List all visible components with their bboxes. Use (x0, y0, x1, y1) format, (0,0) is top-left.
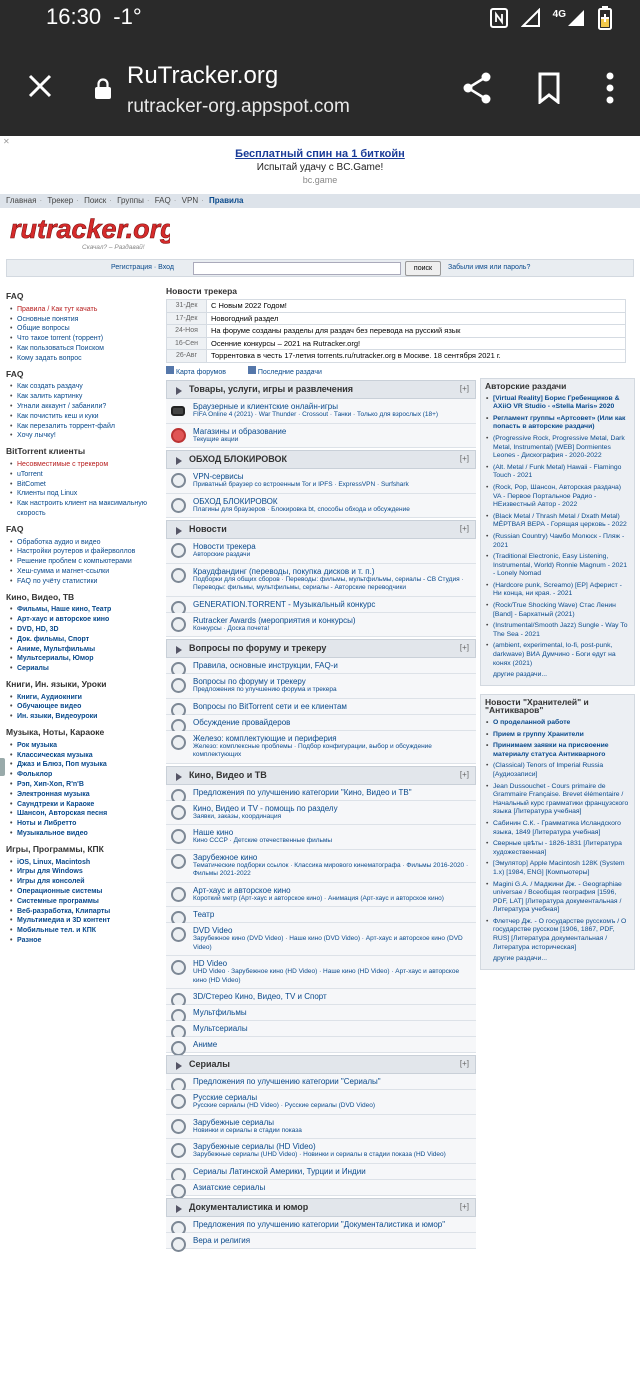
forum-title[interactable]: Зарубежные сериалы (HD Video) (193, 1142, 316, 1151)
forum-row[interactable] (166, 1233, 476, 1249)
sidebar-link[interactable]: • Сериалы (6, 664, 162, 674)
ad-headline[interactable]: Бесплатный спин на 1 биткойн (235, 148, 405, 160)
edge-swipe-handle[interactable] (0, 758, 5, 776)
forum-row[interactable] (166, 539, 476, 564)
news-date: 16-Сен (167, 337, 207, 350)
category-title[interactable]: Новости (189, 524, 227, 534)
side-box-item[interactable]: • Magini G.A. / Маджини Дж. - Geographiae universae / Всеобщая география [1596, PDF, LAT] [Литература документальная / Литература учебная] (485, 881, 630, 915)
subforum-links[interactable]: Тематические подборки ссылок · Классика мирового кинематографа · Фильмы 2016-2020 · Фильмы 2021-2022 (193, 861, 469, 877)
subforum-links[interactable]: Заявки, заказы, координация (193, 812, 282, 820)
forum-title[interactable]: Театр (193, 910, 215, 919)
forum-title[interactable]: HD Video (193, 959, 228, 968)
side-box (480, 694, 635, 970)
expand-toggle[interactable]: [+] (459, 769, 469, 779)
expand-toggle[interactable]: [+] (459, 384, 469, 393)
sidebar-link[interactable]: • Мультсериалы, Юмор (6, 654, 162, 664)
side-box-item[interactable]: • Сабинин С.К. - Грамматика Исландского языка, 1849 [Литература учебная] (485, 820, 630, 837)
auth-links: Регистрация · Вход (111, 264, 174, 271)
news-date: 24-Ноя (167, 325, 207, 338)
subforum-links[interactable]: Короткий метр (Арт-хаус и авторское кино) · Анимация (Арт-хаус и авторское кино) (193, 894, 444, 902)
subforum-links[interactable]: Подборки для общих сборов · Переводы: фильмы, мультфильмы, сериалы - СВ Студия · Переводы: фильмы, мультфильмы, сериалы - Авторские переводчики (193, 575, 464, 591)
side-box-item[interactable]: • Jean Dussouchet - Cours primaire de Grammaire Française. Brevet élémentaire / Начальный курс грамматики французского языка [Литература учебная] (485, 783, 630, 817)
forum-icon (171, 735, 186, 750)
left-sidebar (6, 286, 162, 946)
forum-icon (171, 1184, 186, 1199)
sidebar-link[interactable]: • Арт-хаус и авторское кино (6, 615, 162, 625)
sidebar-link[interactable]: • Мобильные тел. и КПК (6, 926, 162, 936)
forum-row[interactable] (166, 825, 476, 850)
side-box (480, 378, 635, 686)
sidebar-link[interactable]: • FAQ по учёту статистики (6, 577, 162, 587)
news-date: 31-Дек (167, 300, 207, 313)
forum-icon (171, 543, 186, 558)
top-nav: Главная · Трекер · Поиск · Группы · FAQ · VPN · Правила (0, 194, 640, 208)
forum-icon (171, 960, 186, 975)
forum-row[interactable] (166, 1164, 476, 1180)
forum-row[interactable] (166, 1139, 476, 1164)
sidebar-link[interactable]: • iOS, Linux, Macintosh (6, 858, 162, 868)
side-box-item[interactable]: • (Rock, Pop, Шансон, Авторская раздача) VA - Первое Портальное Радио - НЕизвестный Автор - 2022 (485, 484, 630, 510)
forum-row[interactable] (166, 923, 476, 956)
forum-title[interactable]: Вера и религия (193, 1235, 251, 1245)
expand-toggle[interactable]: [+] (459, 524, 469, 533)
sidebar-link[interactable]: • BitComet (6, 480, 162, 490)
side-box-item[interactable]: • (Progressive Rock, Progressive Metal, Dark Metal, Instrumental) [WEB] Dormientes Leones - Дискография - 2020-2022 (485, 435, 630, 461)
nav-search[interactable]: Поиск (84, 196, 107, 205)
gamepad-icon (171, 406, 185, 416)
forum-title[interactable]: Арт-хаус и авторское кино (193, 885, 291, 895)
expand-toggle[interactable]: [+] (459, 1059, 469, 1068)
forum-row[interactable] (166, 613, 476, 638)
sidebar-link[interactable]: • Хочу лычку! (6, 431, 162, 441)
login-link[interactable]: Вход (158, 264, 174, 271)
page-url[interactable]: rutracker-org.appspot.com (127, 96, 350, 117)
forum-category[interactable] (166, 450, 476, 469)
side-box-title: Новости "Хранителей" и "Антикваров" (485, 696, 589, 716)
forum-category[interactable] (166, 1198, 476, 1217)
subforum-links[interactable]: Новинки и сериалы в стадии показа (193, 1126, 302, 1134)
sidebar-link[interactable]: • Классическая музыка (6, 751, 162, 761)
forum-row[interactable] (166, 883, 476, 908)
news-title: Новости трекера (166, 286, 237, 296)
news-link[interactable]: Торрентовка в честь 17-летия torrents.ru/rutracker.org в Москве. 18 сентября 2021 г. (207, 350, 626, 363)
side-box-item[interactable]: • Принимаем заявки на присвоение материалу статуса Антикварного (485, 742, 630, 759)
store-icon (171, 428, 186, 443)
category-title[interactable]: ОБХОД БЛОКИРОВОК (189, 454, 287, 464)
news-links (166, 366, 636, 376)
close-icon[interactable] (26, 72, 54, 100)
sidebar-link[interactable]: • Основные понятия (6, 315, 162, 325)
forum-title[interactable]: Зарубежное кино (193, 852, 258, 862)
status-bar (0, 0, 640, 36)
sidebar-link[interactable]: • Как перезалить торрент-файл (6, 422, 162, 432)
forum-title[interactable]: Сериалы Латинской Америки, Турции и Индии (193, 1166, 366, 1176)
forum-icon (171, 1143, 186, 1158)
nav-home[interactable]: Главная (6, 196, 37, 205)
map-icon (166, 366, 174, 374)
forum-title[interactable]: ОБХОД БЛОКИРОВОК (193, 496, 278, 506)
subforum-links[interactable]: Русские сериалы (HD Video) · Русские сериалы (DVD Video) (193, 1102, 375, 1109)
share-icon[interactable] (462, 72, 492, 104)
forum-row[interactable] (166, 1021, 476, 1037)
forum-icon (171, 1094, 186, 1109)
forum-title[interactable]: Железо: комплектующие и периферия (193, 733, 337, 743)
logo-tagline: Скачал? – Раздавай! (82, 244, 145, 251)
side-box-item[interactable]: • (Instrumental/Smooth Jazz) Sungle - Way To The Sea - 2021 (485, 622, 630, 639)
category-title[interactable]: Вопросы по форуму и трекеру (189, 643, 327, 653)
side-box-item[interactable]: • (Traditional Electronic, Easy Listening, Instrumental, World) Ronnie Magnum - 2021 - Lonely Nomad (485, 553, 630, 579)
news-row (167, 350, 626, 363)
forum-title[interactable]: Предложения по улучшению категории "Кино, Видео и ТВ" (193, 787, 412, 797)
latest-releases-link[interactable]: Последние раздачи (248, 369, 332, 376)
ad-banner[interactable] (0, 136, 640, 194)
forum-row[interactable] (166, 1074, 476, 1090)
sidebar-link[interactable]: • Док. фильмы, Спорт (6, 635, 162, 645)
collapse-arrow-icon[interactable] (176, 527, 182, 535)
sidebar-link[interactable]: • Фильмы, Наше кино, Театр (6, 605, 162, 615)
sidebar-link[interactable]: • Игры для Windows (6, 867, 162, 877)
ad-text: Испытай удачу с BC.Game! (256, 162, 384, 173)
sidebar-link[interactable]: • Музыкальное видео (6, 829, 162, 839)
subforum-links[interactable]: FIFA Online 4 (2021) · War Thunder · Crossout · Танки · Только для взрослых (18+) (193, 411, 439, 418)
search-button[interactable]: поиск (405, 261, 441, 276)
forum-icon (171, 617, 186, 632)
sidebar-link[interactable]: • Рок музыка (6, 741, 162, 751)
sidebar-link[interactable]: • Как почистить кеш и куки (6, 412, 162, 422)
collapse-arrow-icon[interactable] (176, 646, 182, 654)
forum-row[interactable] (166, 1217, 476, 1233)
forum-icon (171, 854, 186, 869)
sidebar-list (6, 305, 162, 364)
right-sidebar (480, 378, 635, 970)
category-title[interactable]: Кино, Видео и ТВ (189, 769, 267, 780)
sidebar-list (6, 605, 162, 674)
forum-icon (171, 473, 186, 488)
status-icons (489, 6, 612, 30)
forum-row[interactable] (166, 699, 476, 715)
forum-row[interactable] (166, 956, 476, 989)
subforum-links[interactable]: Зарубежное кино (DVD Video) · Наше кино (DVD Video) · Арт-хаус и авторское кино (DVD Video) (193, 935, 463, 951)
forum-title[interactable]: Предложения по улучшению категории "Сериалы" (193, 1077, 381, 1086)
sidebar-section-title: Книги, Ин. языки, Уроки (6, 678, 107, 689)
forum-icon (171, 927, 186, 942)
sidebar-link[interactable]: • Ин. языки, Видеоуроки (6, 712, 162, 722)
sidebar-link[interactable]: • Как залить картинку (6, 392, 162, 402)
forum-row[interactable] (166, 1090, 476, 1115)
news-row (167, 325, 626, 338)
sidebar-link[interactable]: • Клиенты под Linux (6, 489, 162, 499)
sidebar-link[interactable]: • Книги, Аудиокниги (6, 693, 162, 703)
sidebar-section-title: Музыка, Ноты, Караоке (6, 727, 105, 738)
forum-row[interactable] (166, 469, 476, 494)
forum-row[interactable] (166, 907, 476, 923)
sidebar-link[interactable]: • Джаз и Блюз, Поп музыка (6, 760, 162, 770)
sidebar-list (6, 538, 162, 587)
sidebar-list (6, 693, 162, 722)
browser-toolbar (0, 36, 640, 136)
collapse-arrow-icon[interactable] (176, 1062, 182, 1070)
forum-row[interactable] (166, 674, 476, 699)
forum-icon (171, 1041, 186, 1056)
side-box-item[interactable]: • (Alt. Metal / Funk Metal) Hawaii - Flamingo Touch - 2021 (485, 464, 630, 481)
side-box-item[interactable]: • (ambient, experimental, lo-fi, post-punk, darkwave) ВИА Думчино - Боги едут на конях (2021) (485, 642, 630, 668)
subforum-links[interactable]: Зарубежные сериалы (UHD Video) · Новинки и сериалы в стадии показа (HD Video) (193, 1151, 446, 1158)
sidebar-section-title: Игры, Программы, КПК (6, 843, 104, 854)
sidebar-link[interactable]: • Рэп, Хип-Хоп, R'n'B (6, 780, 162, 790)
nav-faq[interactable]: FAQ (154, 196, 171, 205)
forum-icon (171, 829, 186, 844)
forgot-password-link[interactable]: Забыли имя или пароль? (448, 264, 531, 271)
sidebar-link[interactable]: • Хеш-сумма и магнет-ссылки (6, 567, 162, 577)
forum-title[interactable]: Rutracker Awards (мероприятия и конкурсы) (193, 615, 356, 625)
page-title: RuTracker.org (127, 62, 279, 89)
search-input[interactable] (193, 262, 401, 275)
forum-title[interactable]: Зарубежные сериалы (193, 1117, 275, 1127)
expand-toggle[interactable]: [+] (459, 454, 469, 463)
side-box-item[interactable]: • О проделанной работе (485, 719, 630, 728)
sidebar-link[interactable]: • Мультимедиа и 3D контент (6, 916, 162, 926)
more-releases-link[interactable]: другие раздачи... (493, 671, 548, 679)
side-box-item[interactable]: • (Russian Country) Чамбо Молюск - Пляж - 2021 (485, 533, 630, 550)
sidebar-link[interactable]: • Как создать раздачу (6, 382, 162, 392)
forum-title[interactable]: Азиатские сериалы (193, 1182, 266, 1192)
sidebar-link[interactable]: • Электронная музыка (6, 790, 162, 800)
rutracker-logo[interactable] (10, 214, 170, 254)
forum-title[interactable]: 3D/Стерео Кино, Видео, TV и Спорт (193, 992, 327, 1001)
battery-icon (598, 6, 612, 30)
side-box-item[interactable]: • Регламент группы «Артсовет» (Или как попасть в авторские раздачи) (485, 415, 630, 432)
side-box-item[interactable]: • Флетчер Дж. - О государстве русскомъ / О государстве русском [1906, 1867, PDF, RUS] [Литература документальная / Литература историческая] (485, 918, 630, 952)
side-box-list (485, 719, 630, 952)
forum-title[interactable]: Браузерные и клиентские онлайн-игры (193, 402, 338, 411)
collapse-arrow-icon[interactable] (176, 387, 182, 395)
site-logo[interactable] (10, 214, 170, 254)
forum-row[interactable] (166, 801, 476, 826)
subforum-links[interactable]: Авторские раздачи (193, 551, 251, 558)
side-box-list (485, 395, 630, 669)
cell-signal-icon (566, 8, 586, 28)
forum-row[interactable] (166, 1005, 476, 1021)
news-table (166, 299, 626, 363)
wifi-signal-icon (521, 8, 541, 28)
subforum-links[interactable]: Предложения по улучшению форума и трекера (193, 686, 337, 693)
forum-row[interactable] (166, 1115, 476, 1140)
forum-category[interactable] (166, 766, 476, 785)
side-box-item[interactable]: • (Hardcore punk, Screamo) [EP] Аферист - Ни конца, ни края. - 2021 (485, 582, 630, 599)
forum-map-link[interactable]: Карта форумов (166, 369, 236, 376)
subforum-links[interactable]: Железо: комплексные проблемы · Подбор конфигурации, выбор и обсуждение комплектующих (193, 742, 432, 758)
rss-icon (248, 366, 256, 374)
forum-category[interactable] (166, 1055, 476, 1074)
forum-row[interactable] (166, 715, 476, 731)
forum-title[interactable]: DVD Video (193, 926, 233, 935)
nav-tracker[interactable]: Трекер (47, 196, 74, 205)
forum-title[interactable]: Правила, основные инструкции, FAQ-и (193, 661, 338, 670)
forum-title[interactable]: Мультсериалы (193, 1024, 248, 1033)
login-search-bar (6, 259, 634, 277)
sidebar-link[interactable]: • Как настроить клиент на максимальную скорость (6, 499, 162, 519)
ad-domain: bc.game (302, 175, 338, 185)
subforum-links[interactable]: Конкурсы · Доска почета! (193, 624, 270, 632)
forum-icon (171, 498, 186, 513)
nav-groups[interactable]: Группы (117, 196, 144, 205)
forum-row[interactable] (166, 989, 476, 1005)
forum-icon (171, 805, 186, 820)
forum-row[interactable] (166, 785, 476, 801)
forum-list (166, 378, 476, 1249)
side-box-item[interactable]: • [Эмулятор] Apple Macintosh 128K (System 1.x) [1984, ENG] [Компьютеры] (485, 860, 630, 877)
forum-icon (171, 678, 186, 693)
sidebar-link[interactable]: • Что такое torrent (торрент) (6, 334, 162, 344)
tracker-news (166, 286, 636, 376)
subforum-links[interactable]: UHD Video · Зарубежное кино (HD Video) · Наше кино (HD Video) · Арт-хаус и авторское кино (HD Video) (193, 968, 460, 984)
news-link[interactable]: Новогодний раздел (207, 312, 626, 325)
nav-vpn[interactable]: VPN (181, 196, 199, 205)
nav-rules[interactable]: Правила (209, 196, 244, 205)
sidebar-link[interactable]: • Ноты и Либретто (6, 819, 162, 829)
category-title[interactable]: Сериалы (189, 1059, 230, 1069)
sidebar-link[interactable]: • Правила / Как тут качать (6, 305, 162, 315)
sidebar-link[interactable]: • Фольклор (6, 770, 162, 780)
expand-toggle[interactable]: [+] (459, 643, 469, 652)
side-box-item[interactable]: • (Classical) Tenors of Imperial Russia [Аудиозаписи] (485, 762, 630, 779)
category-title[interactable]: Товары, услуги, игры и развлечения (189, 384, 354, 394)
ad-close-icon[interactable]: ✕ (3, 137, 10, 146)
news-row (167, 300, 626, 313)
sidebar-link[interactable]: • Саундтреки и Караоке (6, 800, 162, 810)
register-link[interactable]: Регистрация (111, 264, 152, 271)
sidebar-link[interactable]: • Решение проблем с компьютерами (6, 557, 162, 567)
sidebar-link[interactable]: • Аниме, Мультфильмы (6, 645, 162, 655)
sidebar-link[interactable]: • Угнали аккаунт / забанили? (6, 402, 162, 412)
forum-title[interactable]: Аниме (193, 1040, 218, 1049)
sidebar-list (6, 741, 162, 839)
subforum-links[interactable]: Приватный браузер со встроенным Tor и IPFS · ExpressVPN · Surfshark (193, 481, 409, 488)
sidebar-link[interactable]: • Операционные системы (6, 887, 162, 897)
collapse-arrow-icon[interactable] (176, 773, 182, 781)
forum-row[interactable] (166, 1180, 476, 1196)
side-box-item[interactable]: • (Black Metal / Thrash Metal / Dxath Metal) МЁРТВАЯ ВЕРА - Горящая церковь - 2022 (485, 513, 630, 530)
bookmark-icon[interactable] (538, 72, 560, 104)
forum-title[interactable]: Магазины и образование (193, 426, 287, 436)
forum-row[interactable] (166, 731, 476, 764)
nfc-icon (489, 7, 509, 29)
sidebar-link[interactable]: • Несовместимые с трекером (6, 460, 162, 470)
subforum-links[interactable]: Кино СССР · Детские отечественные фильмы (193, 837, 333, 844)
forum-row[interactable] (166, 424, 476, 449)
sidebar-link[interactable]: • Как пользоваться Поиском (6, 344, 162, 354)
forum-row[interactable] (166, 850, 476, 883)
forum-icon (171, 1237, 186, 1252)
forum-title[interactable]: Мультфильмы (193, 1008, 247, 1017)
sidebar-link[interactable]: • Разное (6, 936, 162, 946)
side-box-item[interactable]: • Прием в группу Хранители (485, 731, 630, 740)
side-box-item[interactable]: • (Rock/True Shocking Wave) Стас Ленин [Band] - Бархатный (2021) (485, 602, 630, 619)
forum-title[interactable]: GENERATION.TORRENT - Музыкальный конкурс (193, 599, 376, 609)
sidebar-section-title: FAQ (6, 523, 24, 534)
forum-icon (171, 1119, 186, 1134)
forum-title[interactable]: Краудфандинг (переводы, покупка дисков и т. п.) (193, 566, 375, 576)
forum-row[interactable] (166, 658, 476, 674)
sidebar-section-title: FAQ (6, 368, 24, 379)
sidebar-link[interactable]: • Веб-разработка, Клипарты (6, 907, 162, 917)
forum-title[interactable]: VPN-сервисы (193, 472, 244, 481)
side-box-item[interactable]: • [Virtual Reality] Борис Гребенщиков & AXiiO VR Studio - «Stella Maris» 2020 (485, 395, 630, 412)
sidebar-section-title: FAQ (6, 291, 24, 301)
news-date: 17-Дек (167, 312, 207, 325)
more-releases-link[interactable]: другие раздачи... (493, 955, 548, 963)
sidebar-link[interactable]: • Системные программы (6, 897, 162, 907)
forum-icon (171, 887, 186, 902)
news-row (167, 337, 626, 350)
forum-title[interactable]: Вопросы по BitTorrent сети и ее клиентам (193, 701, 347, 711)
subforum-links[interactable]: Плагины для браузеров · Блокировка bt, способы обхода и обсуждение (193, 505, 410, 513)
forum-row[interactable] (166, 597, 476, 613)
forum-title[interactable]: Кино, Видео и TV - помощь по разделу (193, 803, 338, 813)
forum-title[interactable]: Русские сериалы (193, 1093, 258, 1102)
news-row (167, 312, 626, 325)
news-link[interactable]: С Новым 2022 Годом! (207, 300, 626, 313)
forum-category[interactable] (166, 639, 476, 658)
sidebar-list (6, 858, 162, 946)
side-box-title: Авторские раздачи (485, 381, 567, 391)
sidebar-link[interactable]: • Кому задать вопрос (6, 354, 162, 364)
forum-title[interactable]: Обсуждение провайдеров (193, 717, 291, 727)
expand-toggle[interactable]: [+] (459, 1201, 469, 1211)
more-vert-icon[interactable] (606, 72, 614, 104)
sidebar-link[interactable]: • DVD, HD, 3D (6, 625, 162, 635)
forum-row[interactable] (166, 399, 476, 424)
forum-category[interactable] (166, 380, 476, 399)
lock-icon (94, 78, 112, 100)
logo-text: rutracker.org (10, 214, 170, 244)
sidebar-link[interactable]: • uTorrent (6, 470, 162, 480)
sidebar-section-title: BitTorrent клиенты (6, 446, 86, 457)
forum-title[interactable]: Новости трекера (193, 542, 256, 551)
collapse-arrow-icon[interactable] (176, 1205, 182, 1213)
news-link[interactable]: На форуме созданы разделы для раздач без перевода на русский язык (207, 325, 626, 338)
forum-row[interactable] (166, 1037, 476, 1053)
forum-row[interactable] (166, 494, 476, 519)
news-date: 26-Авг (167, 350, 207, 363)
forum-icon (171, 568, 186, 583)
side-box-item[interactable]: • Сверные цвѣты - 1826-1831 [Литература художественная] (485, 840, 630, 857)
forum-title[interactable]: Предложения по улучшению категории "Документалистика и юмор" (193, 1219, 446, 1229)
sidebar-link[interactable]: • Игры для консолей (6, 877, 162, 887)
sidebar-list (6, 382, 162, 441)
category-title[interactable]: Документалистика и юмор (189, 1201, 309, 1212)
sidebar-link[interactable]: • Обучающее видео (6, 702, 162, 712)
forum-title[interactable]: Наше кино (193, 828, 234, 837)
sidebar-list (6, 460, 162, 519)
network-type: 4G (552, 8, 566, 20)
sidebar-link[interactable]: • Шансон, Авторская песня (6, 809, 162, 819)
status-time: 16:30 -1° (46, 4, 142, 29)
sidebar-link[interactable]: • Общие вопросы (6, 324, 162, 334)
sidebar-link[interactable]: • Настройки роутеров и файерволлов (6, 547, 162, 557)
sidebar-link[interactable]: • Обработка аудио и видео (6, 538, 162, 548)
forum-category[interactable] (166, 520, 476, 539)
forum-title[interactable]: Вопросы по форуму и трекеру (193, 677, 306, 686)
subforum-links[interactable]: Текущие акции (193, 435, 239, 443)
news-link[interactable]: Осенние конкурсы – 2021 на Rutracker.org! (207, 337, 626, 350)
forum-row[interactable] (166, 564, 476, 597)
collapse-arrow-icon[interactable] (176, 457, 182, 465)
sidebar-section-title: Кино, Видео, ТВ (6, 591, 75, 602)
